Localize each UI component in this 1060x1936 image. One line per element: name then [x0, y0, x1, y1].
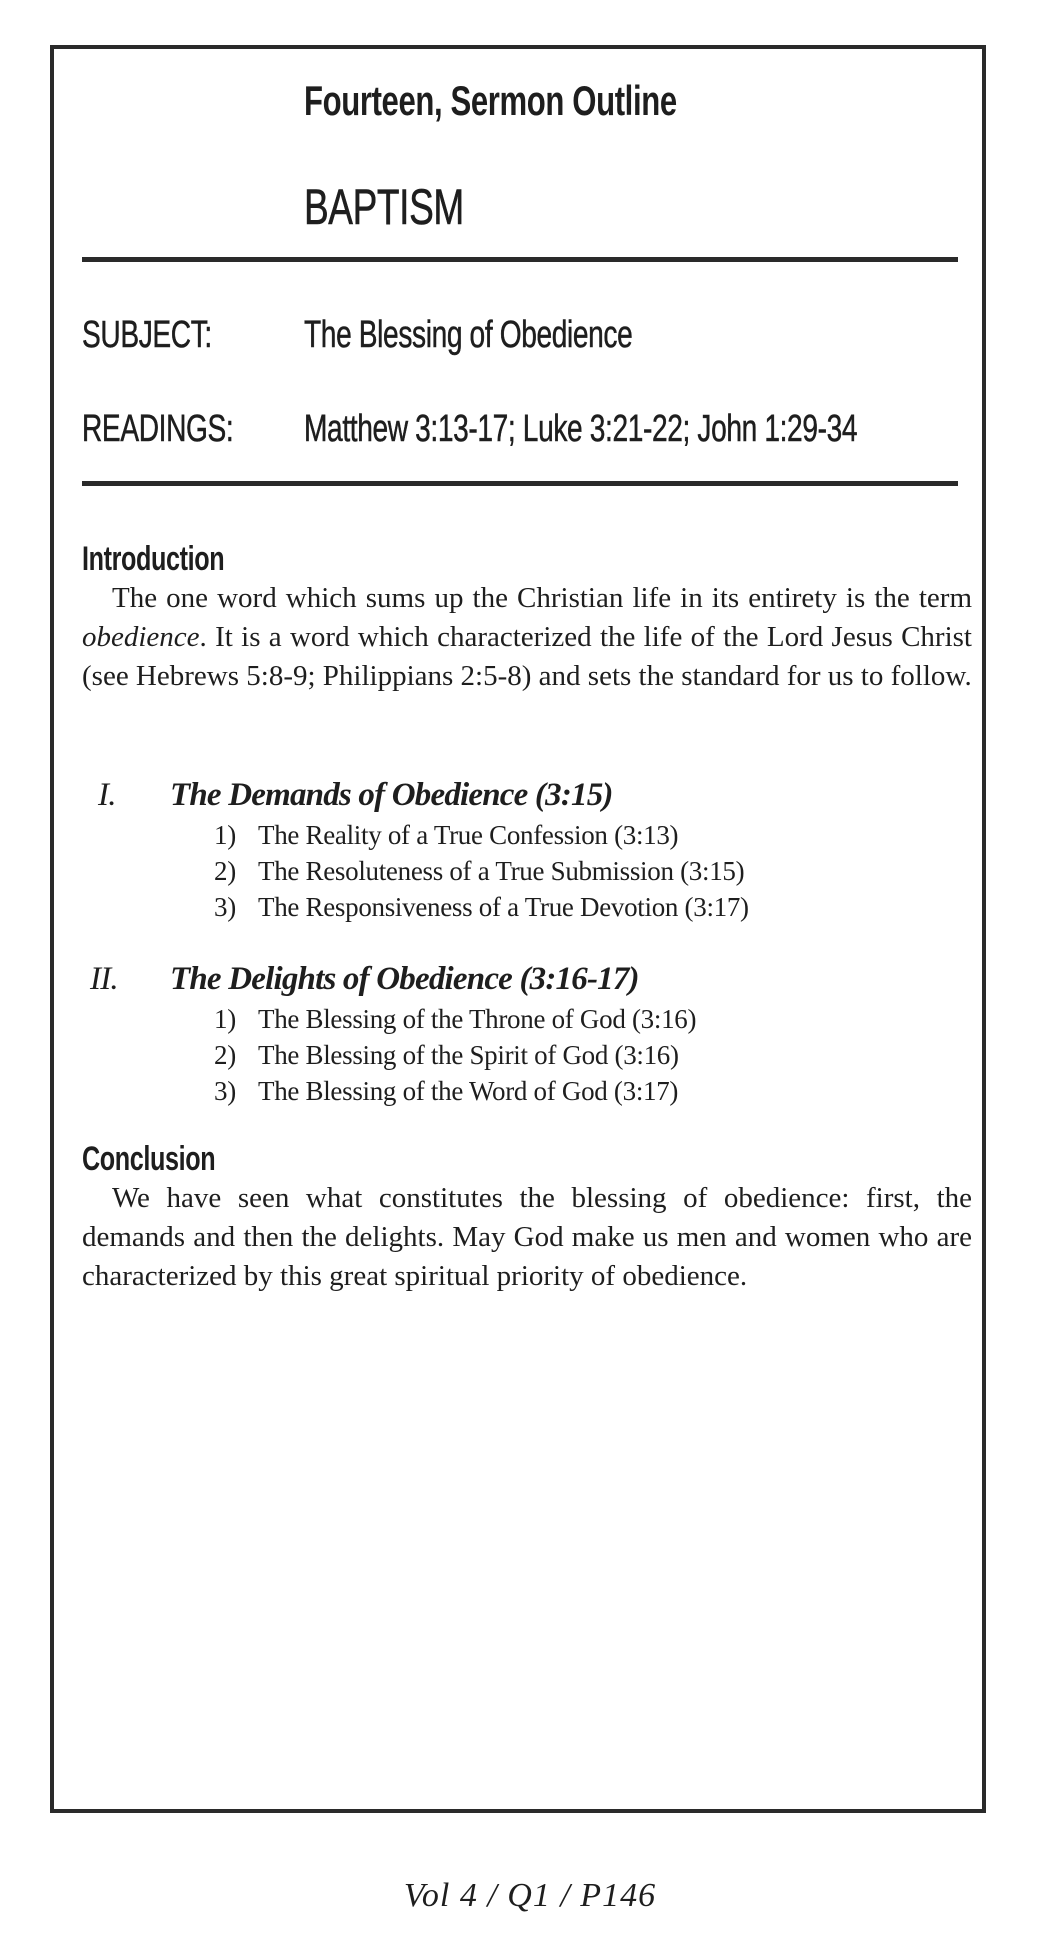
- subject-value: The Blessing of Obedience: [304, 314, 633, 356]
- introduction-paragraph: The one word which sums up the Christian life in its entirety is the term obedience. It is a word which characterized the life of the Lord Jesus Christ (see Hebrews 5:8-9; Philippians 2:5-8) and sets the standard for us to follow.: [82, 582, 972, 692]
- subject-label: SUBJECT:: [82, 314, 212, 356]
- top-divider: [82, 257, 958, 262]
- list-item: 1) The Blessing of the Throne of God (3:16): [214, 1004, 697, 1034]
- conclusion-paragraph: We have seen what constitutes the blessing of obedience: first, the demands and then the delights. May God make us men and women who are characterized by this great spiritual priority of obedience.: [82, 1182, 972, 1292]
- list-item: 1) The Reality of a True Confession (3:13): [214, 820, 679, 850]
- page-title: BAPTISM: [304, 179, 464, 235]
- list-item: 3) The Blessing of the Word of God (3:17): [214, 1076, 679, 1106]
- introduction-heading: Introduction: [82, 540, 225, 578]
- readings-value: Matthew 3:13-17; Luke 3:21-22; John 1:29-34: [304, 408, 858, 450]
- outline-frame: [50, 45, 986, 1813]
- outline-section-2-list: [214, 1001, 696, 1109]
- list-item: 2) The Resoluteness of a True Submission (3:15): [214, 856, 745, 886]
- readings-label: READINGS:: [82, 408, 234, 450]
- outline-section-1-heading: I. The Demands of Obedience (3:15): [98, 777, 613, 813]
- series-title: Fourteen, Sermon Outline: [304, 77, 677, 124]
- introduction-emphasis: obedience: [82, 621, 200, 653]
- conclusion-heading: Conclusion: [82, 1140, 216, 1178]
- outline-section-2-heading: II. The Delights of Obedience (3:16-17): [90, 961, 639, 997]
- bottom-divider: [82, 481, 958, 486]
- list-item: 3) The Responsiveness of a True Devotion (3:17): [214, 892, 749, 922]
- outline-section-1-list: [214, 817, 749, 925]
- page-reference: Vol 4 / Q1 / P146: [403, 1877, 657, 1914]
- list-item: 2) The Blessing of the Spirit of God (3:16): [214, 1040, 679, 1070]
